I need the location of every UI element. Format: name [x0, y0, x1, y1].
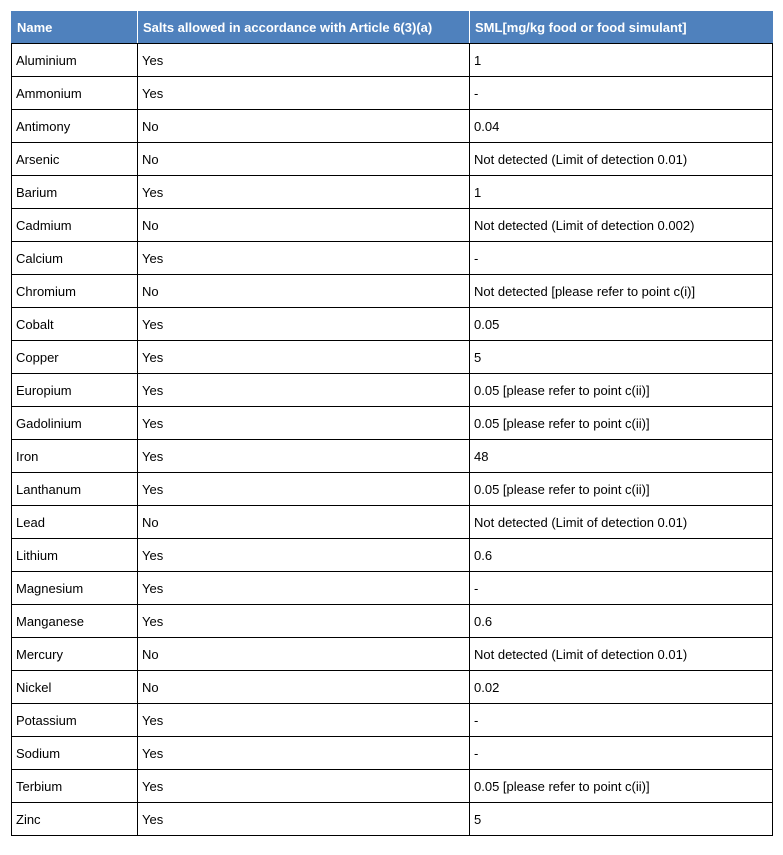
cell-salts-allowed: Yes — [138, 803, 470, 836]
cell-name: Calcium — [12, 242, 138, 275]
cell-name: Manganese — [12, 605, 138, 638]
cell-salts-allowed: Yes — [138, 44, 470, 77]
cell-salts-allowed: Yes — [138, 539, 470, 572]
cell-sml: 0.02 — [470, 671, 773, 704]
cell-sml: - — [470, 572, 773, 605]
cell-salts-allowed: Yes — [138, 605, 470, 638]
cell-sml: - — [470, 77, 773, 110]
cell-sml: 48 — [470, 440, 773, 473]
cell-name: Gadolinium — [12, 407, 138, 440]
cell-salts-allowed: Yes — [138, 176, 470, 209]
table-row — [12, 737, 773, 770]
cell-sml: Not detected (Limit of detection 0.002) — [470, 209, 773, 242]
cell-name: Zinc — [12, 803, 138, 836]
cell-sml: 0.6 — [470, 539, 773, 572]
table-row — [12, 539, 773, 572]
cell-name: Lithium — [12, 539, 138, 572]
cell-sml: 0.05 [please refer to point c(ii)] — [470, 473, 773, 506]
cell-name: Barium — [12, 176, 138, 209]
cell-name: Iron — [12, 440, 138, 473]
table-row — [12, 308, 773, 341]
cell-salts-allowed: Yes — [138, 704, 470, 737]
table-row — [12, 473, 773, 506]
cell-name: Magnesium — [12, 572, 138, 605]
cell-salts-allowed: No — [138, 638, 470, 671]
table-row — [12, 803, 773, 836]
table-row — [12, 77, 773, 110]
cell-name: Aluminium — [12, 44, 138, 77]
cell-name: Arsenic — [12, 143, 138, 176]
cell-salts-allowed: Yes — [138, 770, 470, 803]
cell-salts-allowed: Yes — [138, 440, 470, 473]
table-row — [12, 506, 773, 539]
cell-name: Copper — [12, 341, 138, 374]
cell-salts-allowed: Yes — [138, 374, 470, 407]
table-row — [12, 44, 773, 77]
cell-sml: 1 — [470, 176, 773, 209]
table-row — [12, 242, 773, 275]
cell-sml: 0.05 [please refer to point c(ii)] — [470, 374, 773, 407]
cell-salts-allowed: No — [138, 209, 470, 242]
cell-sml: 0.04 — [470, 110, 773, 143]
cell-name: Mercury — [12, 638, 138, 671]
table-header-row — [12, 11, 773, 44]
cell-sml: 1 — [470, 44, 773, 77]
table-row — [12, 572, 773, 605]
table-row — [12, 374, 773, 407]
metals-sml-table — [11, 11, 773, 836]
table-row — [12, 110, 773, 143]
cell-salts-allowed: Yes — [138, 572, 470, 605]
cell-sml: 0.6 — [470, 605, 773, 638]
cell-name: Sodium — [12, 737, 138, 770]
cell-sml: 5 — [470, 803, 773, 836]
table-row — [12, 176, 773, 209]
cell-name: Cadmium — [12, 209, 138, 242]
cell-sml: Not detected [please refer to point c(i)] — [470, 275, 773, 308]
table-row — [12, 605, 773, 638]
table-row — [12, 143, 773, 176]
cell-salts-allowed: Yes — [138, 473, 470, 506]
cell-sml: 0.05 [please refer to point c(ii)] — [470, 770, 773, 803]
cell-sml: - — [470, 737, 773, 770]
cell-salts-allowed: Yes — [138, 77, 470, 110]
header-name: Name — [12, 11, 138, 44]
cell-sml: - — [470, 242, 773, 275]
table-row — [12, 275, 773, 308]
cell-sml: - — [470, 704, 773, 737]
cell-name: Lead — [12, 506, 138, 539]
cell-salts-allowed: Yes — [138, 308, 470, 341]
cell-name: Ammonium — [12, 77, 138, 110]
table-row — [12, 638, 773, 671]
table-row — [12, 770, 773, 803]
cell-name: Europium — [12, 374, 138, 407]
cell-salts-allowed: Yes — [138, 407, 470, 440]
cell-name: Chromium — [12, 275, 138, 308]
cell-sml: Not detected (Limit of detection 0.01) — [470, 143, 773, 176]
table-row — [12, 209, 773, 242]
cell-name: Lanthanum — [12, 473, 138, 506]
cell-name: Terbium — [12, 770, 138, 803]
metals-table-container — [11, 11, 773, 836]
cell-sml: Not detected (Limit of detection 0.01) — [470, 506, 773, 539]
cell-salts-allowed: Yes — [138, 341, 470, 374]
cell-name: Cobalt — [12, 308, 138, 341]
header-sml: SML[mg/kg food or food simulant] — [470, 11, 773, 44]
header-salts-allowed: Salts allowed in accordance with Article 6(3)(a) — [138, 11, 470, 44]
table-row — [12, 440, 773, 473]
cell-sml: 0.05 — [470, 308, 773, 341]
cell-salts-allowed: No — [138, 671, 470, 704]
cell-sml: 0.05 [please refer to point c(ii)] — [470, 407, 773, 440]
cell-salts-allowed: Yes — [138, 242, 470, 275]
cell-salts-allowed: No — [138, 275, 470, 308]
cell-name: Antimony — [12, 110, 138, 143]
table-row — [12, 341, 773, 374]
table-body — [12, 44, 773, 836]
table-row — [12, 704, 773, 737]
cell-name: Nickel — [12, 671, 138, 704]
table-row — [12, 671, 773, 704]
cell-salts-allowed: No — [138, 110, 470, 143]
cell-name: Potassium — [12, 704, 138, 737]
cell-salts-allowed: Yes — [138, 737, 470, 770]
table-row — [12, 407, 773, 440]
cell-sml: Not detected (Limit of detection 0.01) — [470, 638, 773, 671]
cell-sml: 5 — [470, 341, 773, 374]
cell-salts-allowed: No — [138, 143, 470, 176]
cell-salts-allowed: No — [138, 506, 470, 539]
